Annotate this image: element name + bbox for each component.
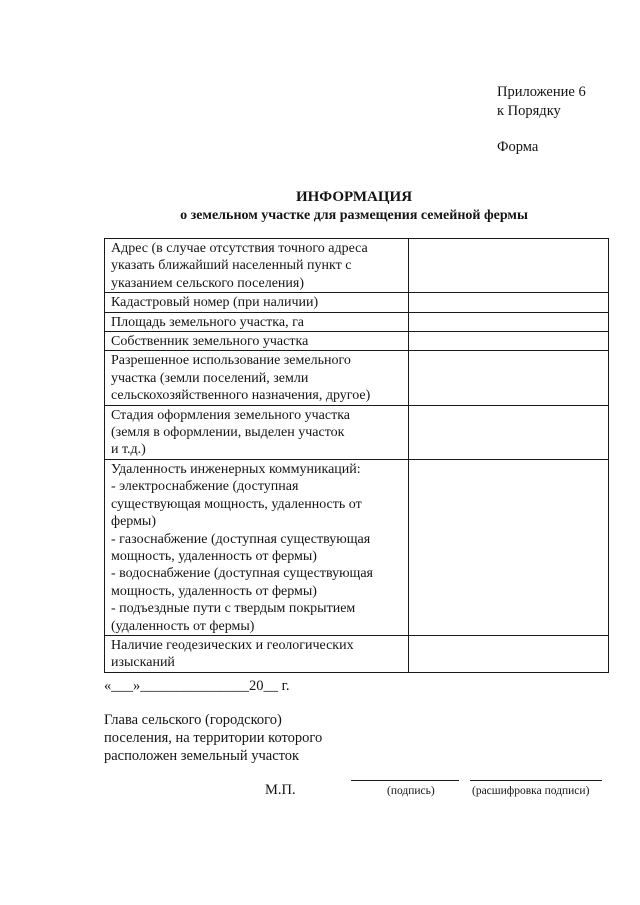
row-label-line: изысканий — [111, 655, 175, 671]
signature-line — [351, 780, 459, 781]
row-label-line: Площадь земельного участка, га — [111, 314, 305, 330]
decoding-line — [470, 780, 602, 781]
head-line-1: Глава сельского (городского) — [104, 712, 282, 728]
row-label-line: - электроснабжение (доступная — [111, 479, 299, 495]
table-row — [105, 312, 609, 331]
row-label-line: и т.д.) — [111, 442, 146, 458]
head-line-3: расположен земельный участок — [104, 748, 300, 764]
row-label-line: существующая мощность, удаленность от — [111, 496, 362, 512]
row-label-line: сельскохозяйственного назначения, другое) — [111, 388, 371, 404]
row-label-cell — [105, 332, 409, 351]
row-label-cell — [105, 405, 409, 459]
row-label-line: указать ближайший населенный пункт с — [111, 258, 352, 274]
table-row — [105, 459, 609, 635]
row-label-cell — [105, 293, 409, 312]
row-value-cell[interactable] — [409, 405, 609, 459]
table-row — [105, 293, 609, 312]
info-table-body — [105, 239, 609, 673]
date-line: «___»_______________20__ г. — [104, 678, 290, 694]
row-label-line: фермы) — [111, 514, 157, 530]
row-label-line: участка (земли поселений, земли — [111, 370, 309, 386]
info-table — [104, 238, 609, 673]
table-row — [105, 635, 609, 672]
row-label-cell — [105, 351, 409, 405]
row-label-line: (удаленность от фермы) — [111, 618, 255, 634]
row-value-cell[interactable] — [409, 351, 609, 405]
row-value-cell[interactable] — [409, 239, 609, 293]
table-row — [105, 405, 609, 459]
appendix-line-2: к Порядку — [497, 103, 561, 119]
row-label-line: Стадия оформления земельного участка — [111, 407, 351, 423]
table-row — [105, 332, 609, 351]
row-label-line: Разрешенное использование земельного — [111, 353, 351, 369]
row-label-cell — [105, 459, 409, 635]
row-label-cell — [105, 635, 409, 672]
row-label-cell — [105, 312, 409, 331]
document-subtitle: о земельном участке для размещения семейной фермы — [180, 208, 528, 223]
row-label-line: мощность, удаленность от фермы) — [111, 548, 317, 564]
row-value-cell[interactable] — [409, 635, 609, 672]
appendix-line-1: Приложение 6 — [497, 84, 586, 100]
row-value-cell[interactable] — [409, 293, 609, 312]
head-of-settlement-label — [104, 711, 322, 765]
stamp-place-label: М.П. — [265, 782, 296, 798]
row-label-cell — [105, 239, 409, 293]
row-value-cell[interactable] — [409, 459, 609, 635]
row-label-line: Собственник земельного участка — [111, 334, 309, 350]
row-label-line: - водоснабжение (доступная существующая — [111, 566, 373, 582]
row-value-cell[interactable] — [409, 312, 609, 331]
document-title: ИНФОРМАЦИЯ — [295, 189, 413, 205]
row-label-line: Кадастровый номер (при наличии) — [111, 295, 319, 311]
row-label-line: Наличие геодезических и геологических — [111, 637, 354, 653]
row-label-line: Удаленность инженерных коммуникаций: — [111, 461, 361, 477]
appendix-reference — [497, 83, 586, 121]
row-label-line: (земля в оформлении, выделен участок — [111, 425, 345, 441]
form-label: Форма — [497, 139, 539, 155]
head-line-2: поселения, на территории которого — [104, 730, 323, 746]
row-label-line: Адрес (в случае отсутствия точного адреса — [111, 241, 368, 256]
signature-caption: (подпись) — [387, 785, 435, 797]
row-label-line: указанием сельского поселения) — [111, 275, 304, 291]
row-label-line: мощность, удаленность от фермы) — [111, 583, 317, 599]
decoding-caption: (расшифровка подписи) — [472, 785, 590, 797]
table-row — [105, 351, 609, 405]
row-label-line: - газоснабжение (доступная существующая — [111, 531, 371, 547]
row-value-cell[interactable] — [409, 332, 609, 351]
table-row — [105, 239, 609, 293]
row-label-line: - подъездные пути с твердым покрытием — [111, 601, 356, 617]
